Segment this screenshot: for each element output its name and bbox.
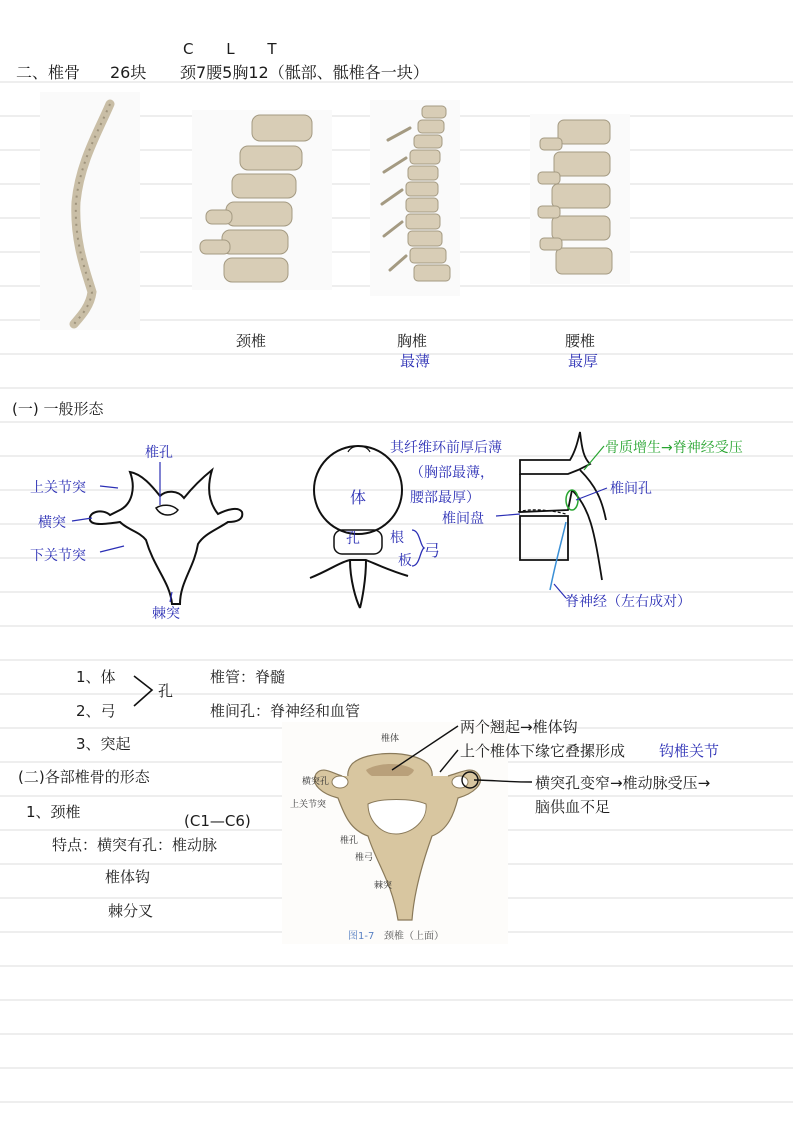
label-intervertebral-disc: 椎间盘 — [442, 511, 484, 527]
lumbar-note: 最厚 — [568, 352, 599, 370]
label-body: 体 — [350, 488, 367, 507]
part-hole: 孔 — [158, 682, 174, 700]
fig-label-vertebral-foramen: 椎孔 — [340, 836, 359, 846]
label-lamina: 板 — [398, 553, 412, 569]
thoracic-label: 胸椎 — [397, 332, 428, 350]
fig-label-transverse-foramen: 横突孔 — [302, 777, 330, 787]
label-transverse-process: 横突 — [38, 515, 66, 531]
bone-hyperplasia-note: 骨质增生→脊神经受压 — [605, 440, 743, 456]
label-vertebral-foramen: 椎孔 — [145, 445, 173, 461]
part-processes: 3、突起 — [76, 735, 131, 753]
label-pedicle: 根 — [390, 530, 404, 546]
label-arch: 弓 — [424, 541, 441, 560]
label-spinal-nerve: 脊神经（左右成对） — [565, 594, 691, 610]
cervical-label: 颈椎 — [236, 332, 267, 350]
fig-label-superior-articular: 上关节突 — [290, 800, 327, 810]
annulus-note-1: 其纤维环前厚后薄 — [390, 440, 502, 456]
intervertebral-foramen-note: 椎间孔：脊神经和血管 — [210, 702, 361, 720]
fig-label-body: 椎体 — [381, 734, 400, 744]
uncovertebral-note-a: 上个椎体下缘它叠摞形成 — [460, 742, 626, 760]
label-inferior-articular: 下关节突 — [30, 548, 86, 564]
cervical-range: (C1—C6) — [184, 812, 251, 830]
figure-caption-text: 颈椎（上面） — [384, 931, 444, 942]
section-title: 二、椎骨 — [16, 63, 81, 82]
each-section-heading: (二)各部椎骨的形态 — [18, 768, 150, 786]
part-arch: 2、弓 — [76, 702, 116, 720]
label-spinous-process: 棘突 — [152, 606, 180, 622]
uncovertebral-note-b: 钩椎关节 — [659, 742, 720, 760]
part-body: 1、体 — [76, 668, 116, 686]
vertebra-composition: 颈7腰5胸12（骶部、骶椎各一块） — [180, 63, 429, 82]
transverse-foramen-note: 横突孔变窄→椎动脉受压→ — [535, 774, 711, 792]
label-superior-articular: 上关节突 — [30, 480, 86, 496]
cervical-hook: 椎体钩 — [105, 868, 151, 886]
general-form-heading: (一) 一般形态 — [12, 400, 104, 418]
label-intervertebral-foramen: 椎间孔 — [610, 481, 652, 497]
fig-label-spinous: 棘突 — [374, 881, 393, 891]
fig-label-arch: 椎弓 — [355, 853, 374, 863]
blood-supply-note: 脑供血不足 — [535, 798, 611, 816]
thoracic-note: 最薄 — [400, 352, 431, 370]
region-letters: C L T — [183, 40, 291, 58]
vertebral-canal-note: 椎管：脊髓 — [210, 668, 286, 686]
cervical-subheading: 1、颈椎 — [26, 803, 81, 821]
cervical-feature: 特点：横突有孔：椎动脉 — [52, 836, 218, 854]
figure-caption-number: 图1-7 — [348, 931, 375, 942]
uncinate-note: 两个翘起→椎体钩 — [460, 718, 578, 736]
annulus-note-3: 腰部最厚） — [410, 490, 480, 506]
annulus-note-2: （胸部最薄， — [410, 465, 494, 481]
vertebra-count: 26块 — [110, 63, 147, 82]
cervical-bifid: 棘分叉 — [108, 902, 154, 920]
label-foramen-middle: 孔 — [346, 531, 360, 547]
lumbar-label: 腰椎 — [565, 332, 596, 350]
